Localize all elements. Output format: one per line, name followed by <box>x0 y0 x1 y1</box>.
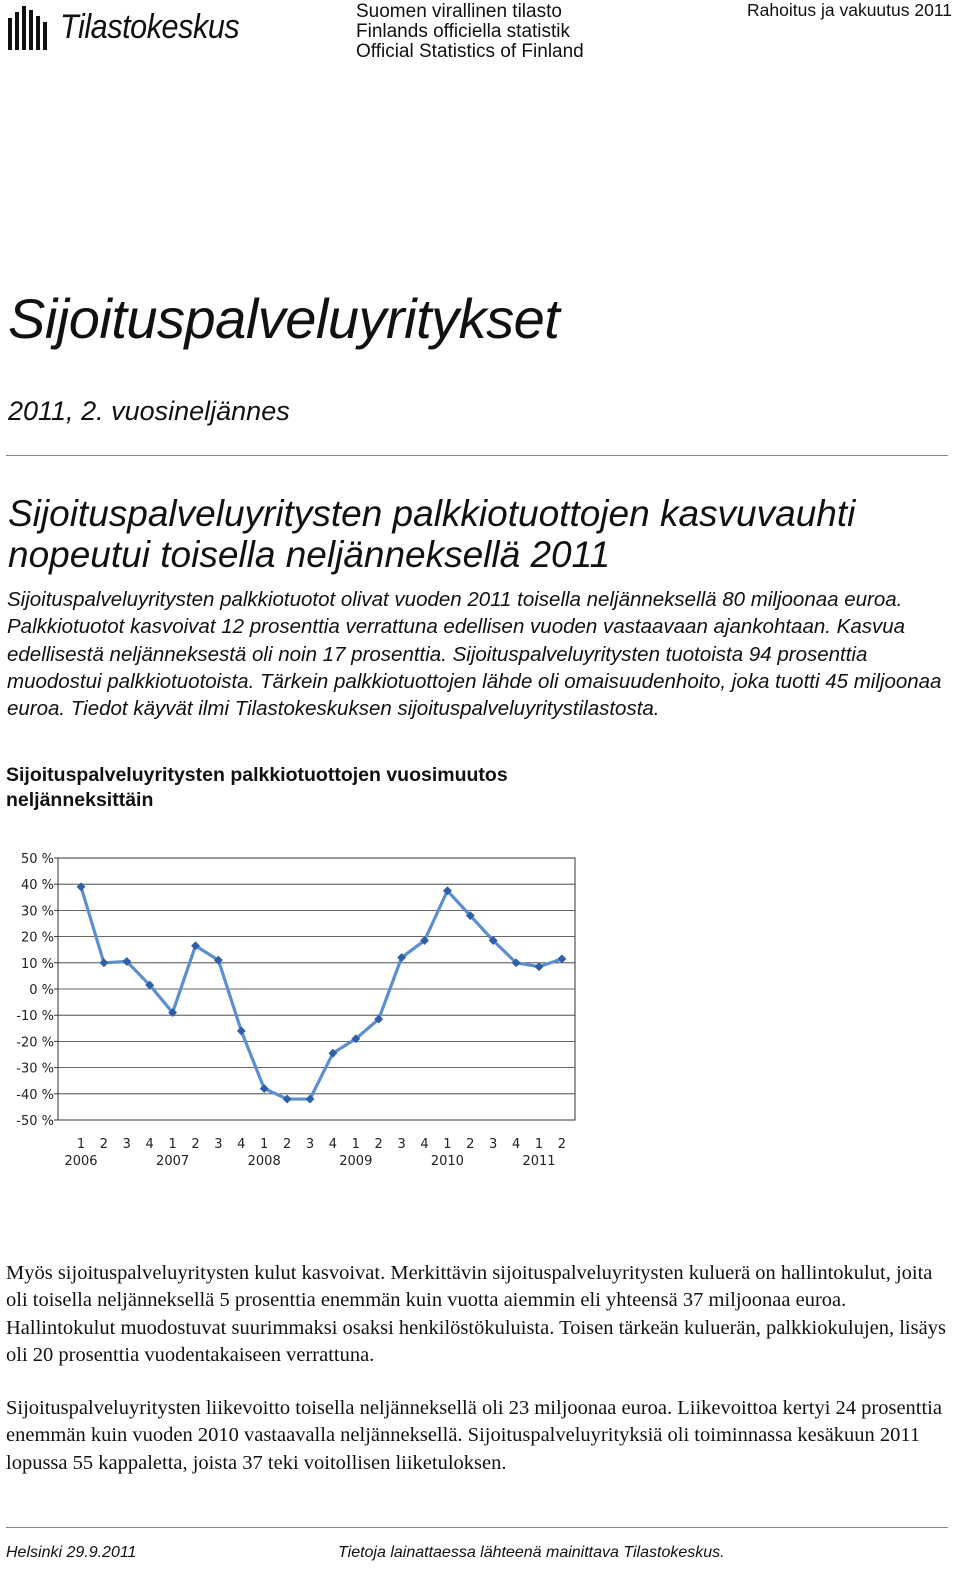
body-paragraph-1: Myös sijoituspalveluyritysten kulut kasvoivat. Merkittävin sijoituspalveluyritysten kuluerä on hallintokulut, joita oli toisella neljänneksellä 5 prosenttia enemmän kuin vuotta aiemmin eli yhteensä 37 miljoonaa euroa. Hallintokulut muodostuvat suurimmaksi osaksi henkilöstökuluista. Toisen tärkeän kuluerän, palkkiokulujen, lisäys oli 20 prosenttia vuodentakaiseen verrattuna. <box>6 1262 946 1366</box>
quarter-label: 2 <box>466 1137 475 1152</box>
year-label: 2007 <box>156 1154 190 1169</box>
headline: Sijoituspalveluyritysten palkkiotuottojen kasvuvauhti nopeutui toisella neljänneksellä 2011 <box>8 493 856 575</box>
chart-title: Sijoituspalveluyritysten palkkiotuottojen vuosimuutos neljänneksittäin <box>6 764 508 811</box>
year-label: 2010 <box>430 1154 464 1169</box>
title-divider <box>6 455 948 456</box>
lead-paragraph: Sijoituspalveluyritysten palkkiotuotot olivat vuoden 2011 toisella neljänneksellä 80 miljoonaa euroa. Palkkiotuotot kasvoivat 12 prosenttia verrattuna edellisen vuoden vastaavaan ajankohtaan. Kasvua edellisestä neljänneksestä oli noin 17 prosenttia. Sijoituspalveluyritysten tuotoista 94 prosenttia muodostui palkkiotuotoista. Tärkein palkkiotuottojen lähde oli omaisuudenhoito, joka tuotti 45 miljoonaa euroa. Tiedot käyvät ilmi Tilastokeskuksen sijoituspalveluyritystilastosta. <box>7 588 942 721</box>
quarter-label: 1 <box>534 1137 544 1152</box>
tilastokeskus-logo-icon <box>6 4 54 54</box>
footer-citation: Tietoja lainattaessa lähteenä mainittava Tilastokeskus. <box>338 1544 725 1561</box>
quarter-label: 1 <box>351 1137 360 1152</box>
brand-name: Tilastokeskus <box>60 8 240 46</box>
quarter-label: 2 <box>191 1137 200 1152</box>
quarter-label: 4 <box>237 1137 246 1152</box>
quarter-label: 2 <box>99 1137 109 1152</box>
period-label: 2011, 2. vuosineljännes <box>8 396 290 426</box>
quarter-label: 3 <box>122 1137 131 1152</box>
quarterly-change-chart <box>0 840 600 1180</box>
official-line-en: Official Statistics of Finland <box>356 41 584 62</box>
quarter-label: 4 <box>328 1137 338 1152</box>
quarter-label: 1 <box>443 1137 452 1152</box>
official-line-fi: Suomen virallinen tilasto <box>356 1 562 22</box>
series-name: Rahoitus ja vakuutus 2011 <box>747 0 952 20</box>
quarter-label: 3 <box>489 1137 498 1152</box>
year-label: 2006 <box>64 1154 98 1169</box>
quarter-label: 1 <box>76 1137 86 1152</box>
footer-place-date: Helsinki 29.9.2011 <box>6 1544 137 1561</box>
quarter-label: 3 <box>397 1137 406 1152</box>
y-tick-label: 0 % <box>29 983 54 998</box>
y-tick-label: 50 % <box>20 852 54 867</box>
footer-divider <box>6 1527 948 1528</box>
quarter-label: 3 <box>214 1137 223 1152</box>
y-tick-label: 40 % <box>20 878 54 894</box>
quarter-label: 4 <box>420 1137 429 1152</box>
y-tick-label: -40 % <box>16 1087 54 1103</box>
quarter-label: 4 <box>511 1137 521 1152</box>
y-tick-label: -30 % <box>16 1061 54 1077</box>
quarter-label: 2 <box>374 1137 383 1152</box>
y-tick-label: 30 % <box>20 904 54 920</box>
quarter-label: 4 <box>145 1137 154 1152</box>
quarter-label: 1 <box>260 1137 269 1152</box>
year-label: 2011 <box>522 1154 556 1169</box>
quarter-label: 3 <box>305 1137 315 1152</box>
quarter-label: 2 <box>557 1137 567 1152</box>
body-paragraph-2: Sijoituspalveluyritysten liikevoitto toisella neljänneksellä oli 23 miljoonaa euroa. Liikevoittoa kertyi 24 prosenttia enemmän kuin vuoden 2010 vastaavalla neljänneksellä. Sijoituspalveluyrityksiä oli toiminnassa kesäkuun 2011 lopussa 55 kappaletta, joista 37 teki voitollisen liiketuloksen. <box>6 1397 942 1474</box>
official-line-sv: Finlands officiella statistik <box>356 21 571 42</box>
y-tick-label: -10 % <box>16 1009 54 1025</box>
year-label: 2008 <box>247 1154 281 1169</box>
y-tick-label: -50 % <box>16 1114 54 1129</box>
quarter-label: 1 <box>168 1137 177 1152</box>
year-label: 2009 <box>339 1154 373 1169</box>
page-title: Sijoituspalveluyritykset <box>8 287 560 350</box>
quarter-label: 2 <box>282 1137 292 1152</box>
y-tick-label: 10 % <box>20 956 54 972</box>
logo <box>6 4 238 54</box>
y-tick-label: 20 % <box>20 930 54 946</box>
y-tick-label: -20 % <box>16 1035 54 1051</box>
